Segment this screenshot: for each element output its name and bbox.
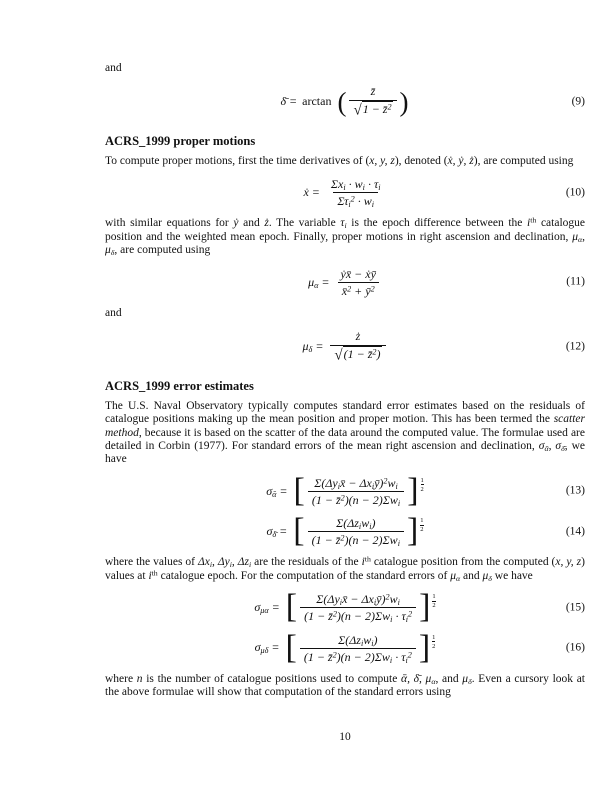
denominator: (1 − z̄$^2$)(n − $2)\Sigma w_i \cdot \tau_i^2$: [300, 607, 416, 623]
equation-16-math: [254, 628, 436, 666]
equation-10-math: [303, 177, 386, 208]
close-bracket: ]: [407, 471, 419, 509]
exponent-one-half: 1 2: [432, 633, 436, 650]
section-heading-error-estimates: ACRS_1999 error estimates: [105, 378, 254, 393]
function-name: arctan: [302, 94, 332, 109]
denominator: [349, 100, 396, 120]
close-bracket: ]: [418, 628, 431, 666]
numerator: $\Sigma(\Delta z_iw_i)$: [336, 516, 376, 532]
equation-16: [105, 628, 585, 666]
equation-number: (14): [565, 525, 585, 538]
exponent-one-half: 1 2: [420, 517, 424, 534]
numerator: ẏx̄ − ẋȳ: [340, 266, 376, 281]
equation-lhs: δ̄ =: [280, 94, 298, 109]
equation-14: [105, 512, 585, 550]
numerator: z̄: [370, 84, 376, 99]
equation-number: (9): [571, 95, 585, 108]
open-bracket: [: [293, 512, 305, 550]
fraction: [349, 84, 396, 119]
numerator: ż: [355, 329, 361, 344]
equation-14-math: [266, 512, 424, 550]
numerator: $\Sigma(\Delta y_ix̄$ − $\Delta x_iȳ)^2w_i$: [316, 592, 400, 608]
denominator: (1 − z̄$^2$)(n − $2)\Sigma w_i$: [308, 531, 404, 547]
equation-number: (15): [565, 601, 585, 614]
open-bracket: [: [285, 588, 298, 626]
equation-11-math: [308, 267, 382, 298]
denominator: (1 − z̄$^2$)(n − $2)\Sigma w_i \cdot \tau_i^2$: [300, 648, 416, 664]
connector-word: and: [105, 307, 122, 319]
close-bracket: ]: [419, 588, 431, 626]
open-bracket: [: [293, 471, 305, 509]
exponent-one-half: 1 2: [420, 476, 424, 493]
close-paren: ): [399, 86, 409, 117]
fraction: [337, 267, 380, 298]
equation-11: [105, 267, 585, 298]
open-bracket: [: [285, 628, 297, 666]
connector-word: and: [105, 62, 122, 74]
equation-15-math: [254, 588, 436, 626]
denominator: [330, 345, 385, 365]
page-number: 10: [339, 731, 351, 743]
radical-sign: √: [353, 102, 362, 119]
radical-sign: √: [334, 347, 343, 364]
equation-number: (12): [565, 340, 585, 353]
equation-lhs: $\mu_\delta$ =: [302, 339, 324, 355]
section-heading-proper-motions: ACRS_1999 proper motions: [105, 133, 256, 148]
equation-13: [105, 471, 585, 509]
fraction: [308, 516, 404, 547]
fraction: [308, 476, 404, 507]
paragraph: The U.S. Naval Observatory typically computes standard error estimates based on the residuals of catalogue positions making up the mean position and proper motion. This has been termed the scatter method, because it is based on the scatter of the data around the computed value. The formulae used are detailed in Corbin (1977). For standard errors of the mean right ascension and declination, $\sigma_ᾱ$, $\sigma_{\deltā}$, we have: [105, 399, 585, 466]
equation-lhs: $\sigma_ᾱ$ =: [266, 483, 288, 499]
denominator: (1 − z̄$^2$)(n − $2)\Sigma w_i$: [308, 491, 404, 507]
equation-lhs: $\sigma_{\mu\delta}$ =: [254, 640, 280, 656]
paragraph: where n is the number of catalogue positions used to compute ᾱ, δ̄, $\mu_\alpha$, and $\mu_\delta$. Even a cursory look at the above formulae will show that computation of the standard errors using: [105, 672, 585, 699]
fraction: [330, 329, 385, 364]
equation-number: (11): [566, 275, 585, 288]
paragraph: with similar equations for ẏ and ż. The variable $\tau_i$ is the epoch difference between the $i^{th}$ catalogue position and the weighted mean epoch. Finally, proper motions in right ascension and declination, $\mu_\alpha$, $\mu_\delta$, are computed using: [105, 215, 586, 258]
text-column: [105, 60, 585, 703]
equation-12: [105, 329, 585, 364]
fraction: [300, 592, 416, 623]
equation-number: (16): [565, 641, 585, 654]
equation-15: [105, 588, 585, 626]
radicand: 1 − z̄$^2$: [362, 101, 392, 116]
fraction: [300, 633, 416, 664]
exponent-one-half: 1 2: [432, 593, 436, 610]
numerator: $\Sigma x_i \cdot w_i \cdot \tau_i$: [330, 177, 381, 193]
paragraph: where the values of $\Delta x_i$, $\Delta y_i$, $\Delta z_i$ are the residuals of the $i^{th}$ catalogue position from the computed (x, y, z) values at $i^{th}$ catalogue epoch. For the computation of the standard errors of $\mu_\alpha$ and $\mu_\delta$ we have: [105, 554, 585, 583]
denominator: $\Sigma\tau_i^2 \cdot w_i$: [333, 192, 378, 208]
equation-12-math: [302, 329, 387, 364]
numerator: $\Sigma(\Delta z_iw_i)$: [338, 632, 378, 648]
equation-number: (10): [565, 186, 585, 199]
equation-lhs: $\sigma_{\deltā}$ =: [266, 524, 288, 540]
equation-13-math: [266, 471, 424, 509]
equation-lhs: $\mu_\alpha$ =: [308, 274, 330, 290]
equation-lhs: ẋ =: [303, 185, 320, 200]
paragraph: To compute proper motions, first the time derivatives of (x, y, z), denoted (ẋ, ẏ, ż), are computed using: [105, 154, 574, 167]
radicand: (1 − z̄$^2$): [343, 346, 381, 361]
numerator: $\Sigma(\Delta y_ix̄$ − $\Delta x_iȳ)^2w_i$: [314, 475, 398, 491]
equation-9-math: [280, 84, 409, 119]
equation-9: [105, 84, 585, 119]
open-paren: (: [337, 86, 347, 117]
equation-number: (13): [565, 484, 585, 497]
close-bracket: ]: [406, 512, 419, 550]
equation-10: [105, 177, 585, 208]
equation-lhs: $\sigma_{\mu\alpha}$ =: [254, 600, 280, 616]
denominator: x̄$^2$ + $ȳ^2$: [338, 282, 379, 298]
fraction: [327, 177, 385, 208]
